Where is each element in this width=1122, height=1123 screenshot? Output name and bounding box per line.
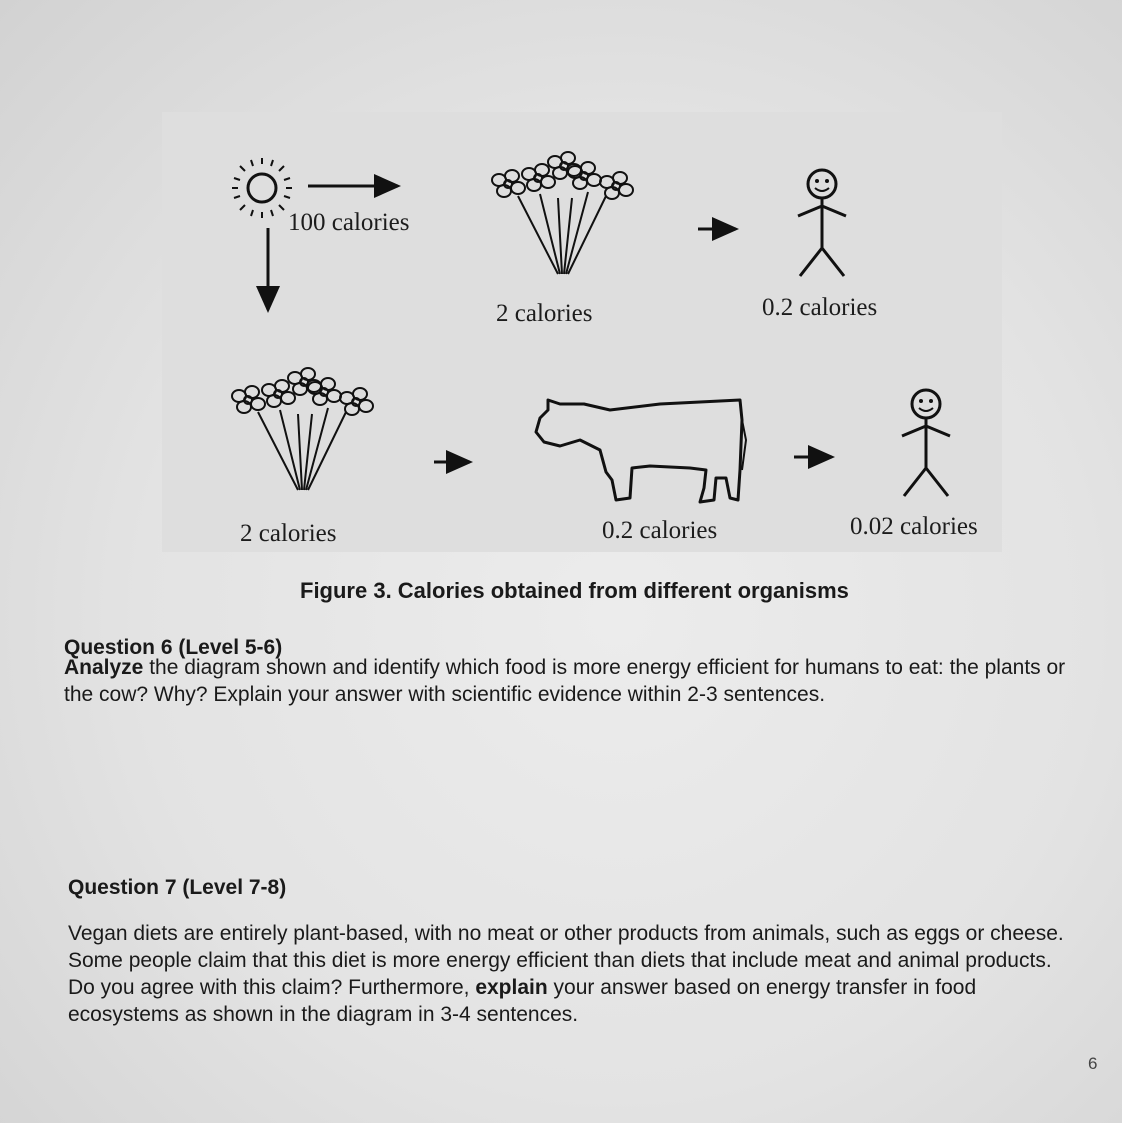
plant-icon [492, 152, 633, 274]
figure-caption: Figure 3. Calories obtained from different organisms [300, 578, 849, 603]
question-7-emphasis: explain [475, 976, 548, 999]
human-bottom-calories-label: 0.02 calories [850, 513, 978, 540]
question-6-title: Question 6 (Level 5-6) [64, 636, 283, 659]
sun-icon [232, 158, 292, 218]
cow-icon [536, 400, 746, 502]
human-top-calories-label: 0.2 calories [762, 294, 878, 321]
question-6-text [64, 654, 1074, 708]
question-7-body-end: your answer based on energy transfer in food ecosystems as shown in the diagram in 3-4 sentences. [68, 976, 977, 1026]
question-7-title: Question 7 (Level 7-8) [68, 876, 287, 899]
question-7-body-start: Vegan diets are entirely plant-based, with no meat or other products from animals, such as eggs or cheese. Some people claim that this diet is more energy efficient than diets that include meat and animal products. Do you agree with this claim? Furthermore, [68, 922, 1064, 999]
question-6-body: the diagram shown and identify which food is more energy efficient for humans to eat: the plants or the cow? Why? Explain your answer with scientific evidence within 2-3 sentences. [64, 656, 1066, 706]
human-icon [798, 170, 846, 276]
sun-calories-label: 100 calories [288, 209, 410, 236]
plant-icon [232, 368, 373, 490]
plant-bottom-calories-label: 2 calories [240, 520, 337, 547]
question-6-lead: Analyze [64, 656, 144, 679]
cow-calories-label: 0.2 calories [602, 517, 718, 544]
human-icon [902, 390, 950, 496]
plant-top-calories-label: 2 calories [496, 300, 593, 327]
question-7-text [68, 920, 1080, 1028]
page-number: 6 [1088, 1054, 1098, 1073]
